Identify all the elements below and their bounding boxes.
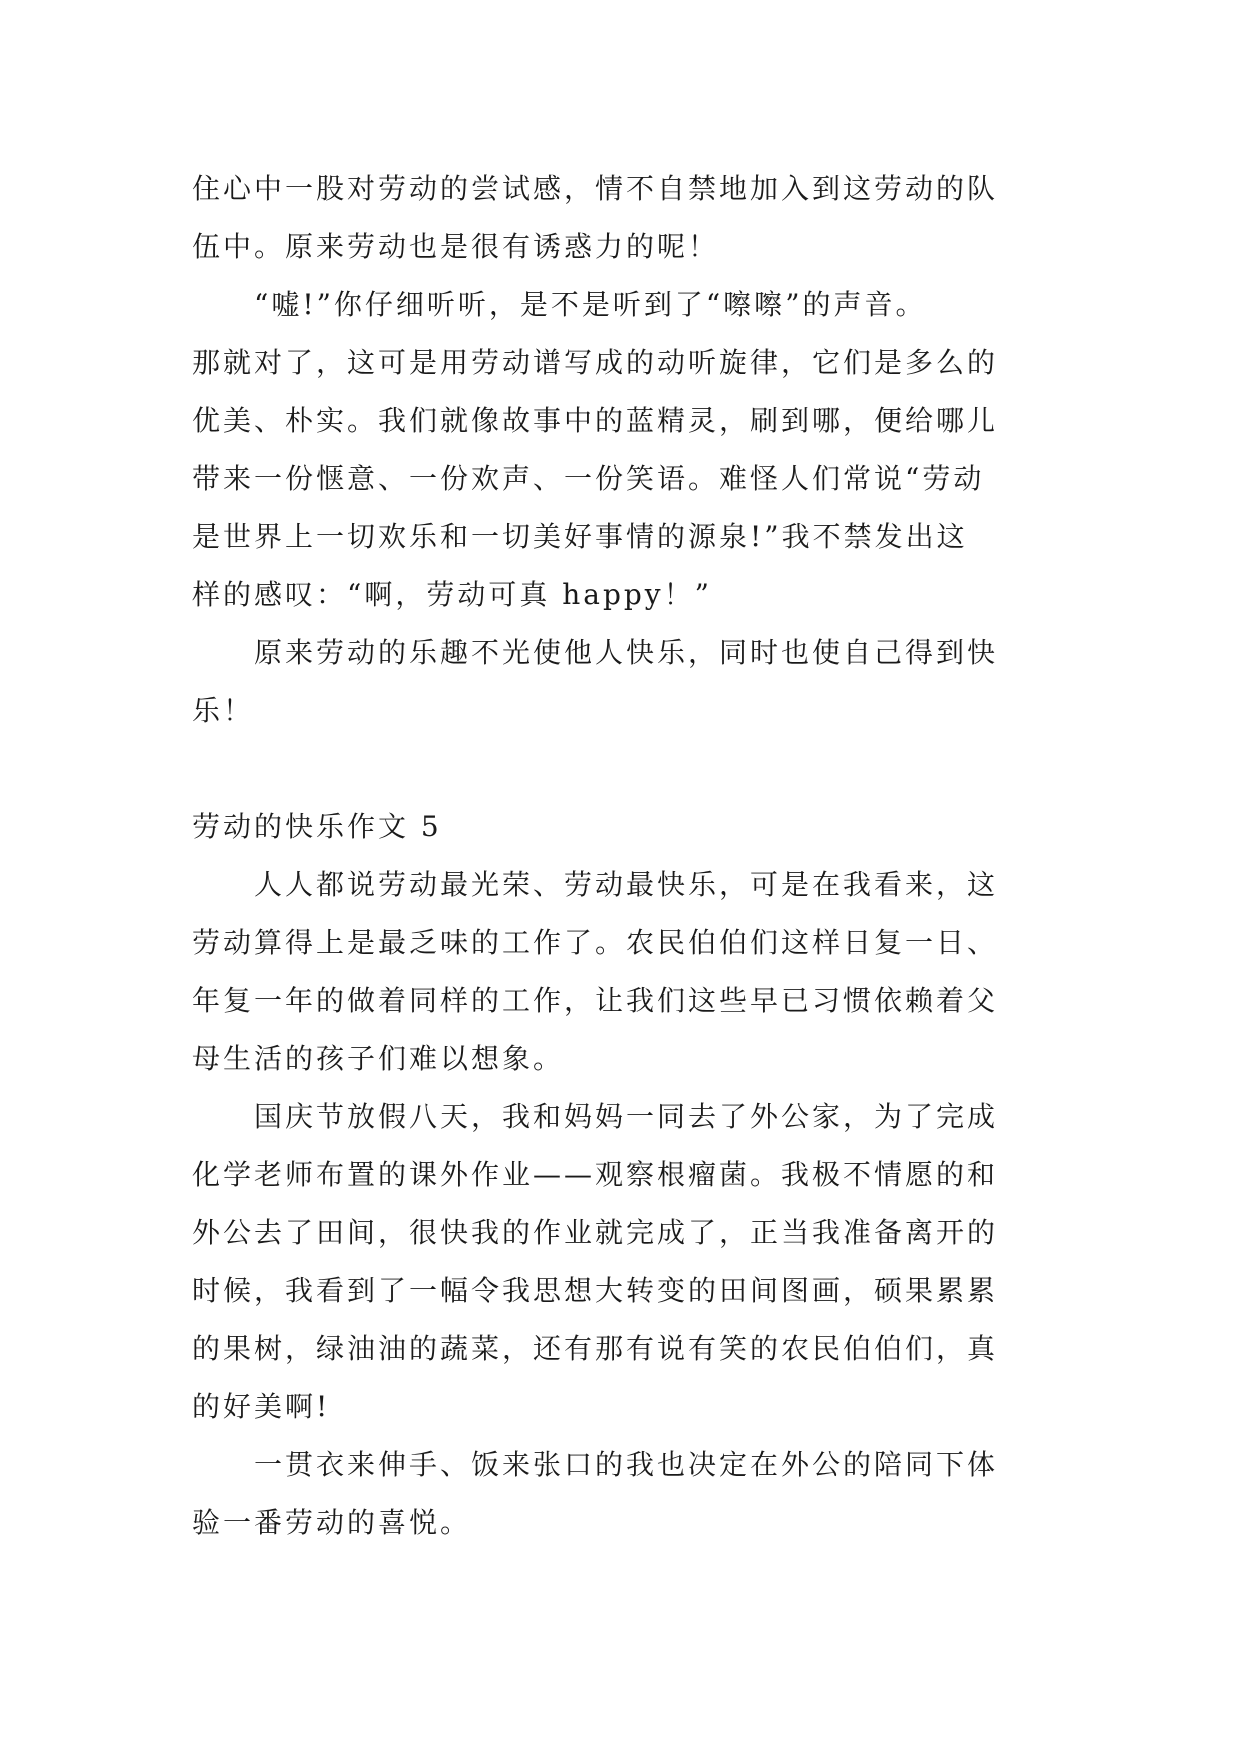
paragraph	[192, 160, 1072, 276]
text-line: 一贯衣来伸手、饭来张口的我也决定在外公的陪同下体	[254, 1448, 999, 1481]
text-line: “嘘!”你仔细听听，是不是听到了“嚓嚓”的声音。	[254, 288, 927, 321]
text-line: 年复一年的做着同样的工作，让我们这些早已习惯依赖着父	[192, 984, 999, 1017]
paragraph	[192, 856, 1072, 1088]
paragraph	[192, 1088, 1072, 1436]
text-line: 时候，我看到了一幅令我思想大转变的田间图画，硕果累累	[192, 1274, 999, 1307]
text-line: 那就对了，这可是用劳动谱写成的动听旋律，它们是多么的	[192, 346, 999, 379]
text-line: 乐！	[192, 694, 255, 727]
text-line: 劳动算得上是最乏味的工作了。农民伯伯们这样日复一日、	[192, 926, 999, 959]
text-line: 人人都说劳动最光荣、劳动最快乐，可是在我看来，这	[254, 868, 999, 901]
text-line: 伍中。原来劳动也是很有诱惑力的呢！	[192, 230, 720, 263]
text-line: 带来一份惬意、一份欢声、一份笑语。难怪人们常说“劳动	[192, 462, 985, 495]
text-line: 住心中一股对劳动的尝试感，情不自禁地加入到这劳动的队	[192, 172, 999, 205]
text-line: 化学老师布置的课外作业——观察根瘤菌。我极不情愿的和	[192, 1158, 999, 1191]
paragraph	[192, 624, 1072, 740]
text-line: 的果树，绿油油的蔬菜，还有那有说有笑的农民伯伯们，真	[192, 1332, 999, 1365]
text-line: 外公去了田间，很快我的作业就完成了，正当我准备离开的	[192, 1216, 999, 1249]
text-line: 验一番劳动的喜悦。	[192, 1506, 472, 1539]
paragraph	[192, 1436, 1072, 1552]
text-line: 是世界上一切欢乐和一切美好事情的源泉!”我不禁发出这	[192, 520, 968, 553]
text-line: 优美、朴实。我们就像故事中的蓝精灵，刷到哪，便给哪儿	[192, 404, 999, 437]
section-title: 劳动的快乐作文 5	[192, 810, 442, 843]
document-body	[192, 160, 1072, 1552]
text-line: 的好美啊!	[192, 1390, 331, 1423]
text-line: 样的感叹：“啊，劳动可真 happy！”	[192, 578, 712, 611]
paragraph	[192, 276, 1072, 624]
text-line: 国庆节放假八天，我和妈妈一同去了外公家，为了完成	[254, 1100, 999, 1133]
text-line: 母生活的孩子们难以想象。	[192, 1042, 565, 1075]
blank-line	[192, 740, 1072, 798]
text-line: 原来劳动的乐趣不光使他人快乐，同时也使自己得到快	[254, 636, 999, 669]
